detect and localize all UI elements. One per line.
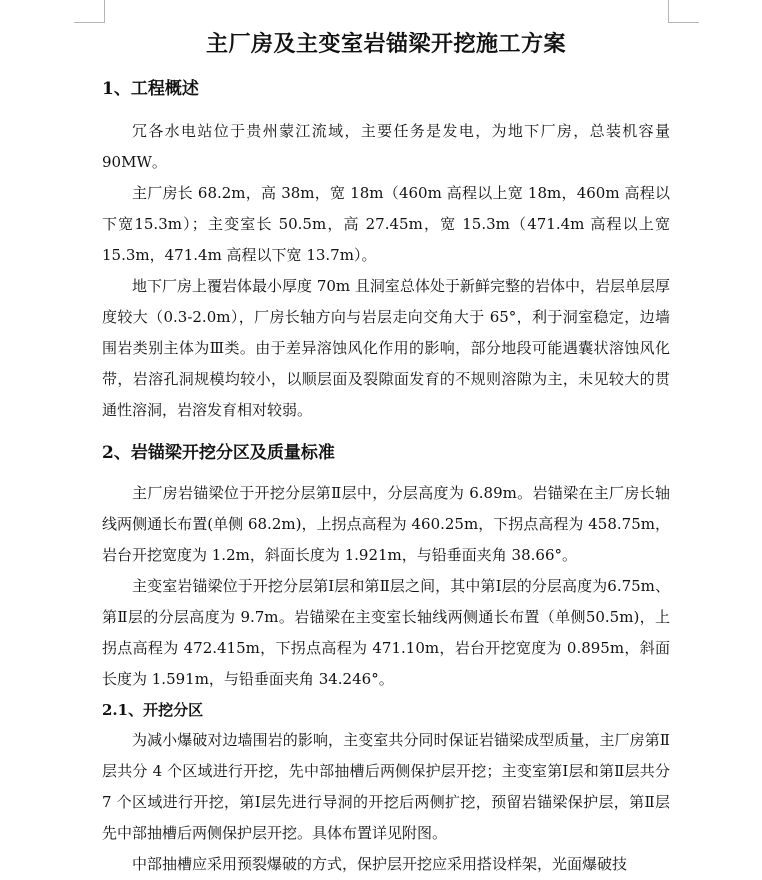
- subsection-2-1-heading: 2.1、开挖分区: [102, 701, 204, 719]
- section-1-paragraph: 主厂房长 68.2m，高 38m，宽 18m（460m 高程以上宽 18m，460m 高程以下宽15.3m）；主变室长 50.5m，高 27.45m，宽 15.3m（471.4m 高程以上宽 15.3m，471.4m 高程以下宽 13.7m）。: [102, 184, 670, 264]
- document-title: 主厂房及主变室岩锚梁开挖施工方案: [205, 31, 566, 57]
- section-2-paragraph: 主厂房岩锚梁位于开挖分层第Ⅱ层中，分层高度为 6.89m。岩锚梁在主厂房长轴线两侧通长布置(单侧 68.2m)，上拐点高程为 460.25m，下拐点高程为 458.75m，岩台开挖宽度为 1.2m，斜面长度为 1.921m，与铅垂面夹角 38.66°。: [102, 484, 670, 564]
- page-margin-corner-left: [74, 0, 105, 23]
- page-margin-corner-right: [668, 0, 699, 23]
- section-1-paragraph: 地下厂房上覆岩体最小厚度 70m 且洞室总体处于新鲜完整的岩体中，岩层单层厚度较大（0.3-2.0m），厂房长轴方向与岩层走向交角大于 65°，利于洞室稳定，边墙围岩类别主体为Ⅲ类。由于差异溶蚀风化作用的影响，部分地段可能遇囊状溶蚀风化带，岩溶孔洞规模均较小，以顺层面及裂隙面发育的不规则溶隙为主，未见较大的贯通性溶洞，岩溶发育相对较弱。: [102, 277, 670, 419]
- document-page: [102, 26, 670, 880]
- section-2-heading: 2、岩锚梁开挖分区及质量标准: [102, 443, 335, 463]
- section-1-heading: 1、工程概述: [102, 79, 199, 99]
- section-1-paragraph: 冗各水电站位于贵州蒙江流域，主要任务是发电，为地下厂房，总装机容量90MW。: [102, 122, 670, 171]
- subsection-2-1-paragraph: 中部抽槽应采用预裂爆破的方式，保护层开挖应采用搭设样架，光面爆破技: [132, 855, 628, 873]
- subsection-2-1-paragraph: 为减小爆破对边墙围岩的影响，主变室共分同时保证岩锚梁成型质量，主厂房第Ⅱ层共分 4 个区域进行开挖，先中部抽槽后两侧保护层开挖；主变室第Ⅰ层和第Ⅱ层共分 7 个区域进行开挖，第Ⅰ层先进行导洞的开挖后两侧扩挖，预留岩锚梁保护层，第Ⅱ层先中部抽槽后两侧保护层开挖。具体布置详见附图。: [102, 731, 670, 842]
- section-2-paragraph: 主变室岩锚梁位于开挖分层第Ⅰ层和第Ⅱ层之间，其中第Ⅰ层的分层高度为6.75m、第Ⅱ层的分层高度为 9.7m。岩锚梁在主变室长轴线两侧通长布置（单侧50.5m)，上拐点高程为 472.415m，下拐点高程为 471.10m，岩台开挖宽度为 0.895m，斜面长度为 1.591m，与铅垂面夹角 34.246°。: [102, 577, 670, 688]
